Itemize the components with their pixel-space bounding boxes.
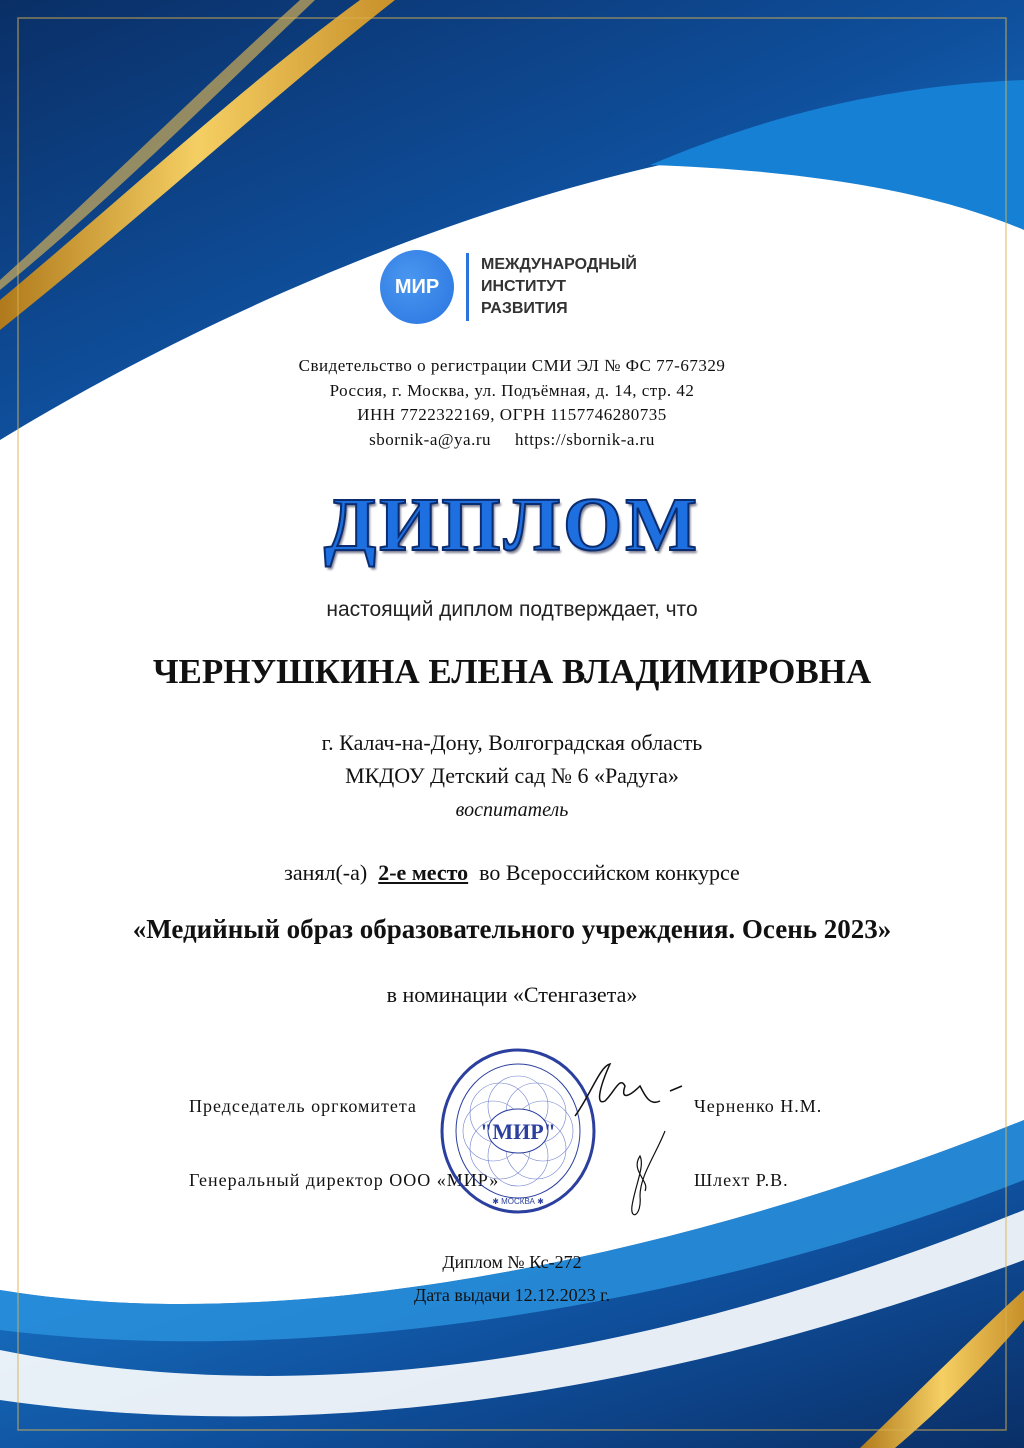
email-link[interactable]: sbornik-a@ya.ru [369, 429, 491, 449]
publisher-info [0, 354, 1024, 452]
signature-role-2: Генеральный директор ООО «МИР» [189, 1170, 500, 1190]
position-text: воспитатель [455, 799, 569, 821]
logo-divider [466, 253, 469, 321]
award-line [0, 860, 1024, 886]
signatures-handwritten [570, 1056, 700, 1226]
logo-line-3: РАЗВИТИЯ [481, 300, 568, 317]
award-place: 2-е место [378, 860, 469, 885]
logo-text [481, 254, 637, 320]
diploma-number: Диплом № Кс-272 [442, 1252, 582, 1272]
contest-name: «Медийный образ образовательного учреждения. Осень 2023» [132, 914, 892, 944]
registration-text: Свидетельство о регистрации СМИ ЭЛ № ФС 77-67329 [298, 356, 726, 375]
logo-line-1: МЕЖДУНАРОДНЫЙ [481, 256, 637, 273]
signature-name-1: Черненко Н.М. [694, 1096, 823, 1116]
organization-text: МКДОУ Детский сад № 6 «Радуга» [345, 763, 679, 788]
signature-1 [575, 1064, 682, 1116]
logo-mark: МИР [380, 250, 454, 324]
signature-2 [632, 1131, 665, 1215]
recipient-details [0, 726, 1024, 827]
seal-city-text: ✱ МОСКВА ✱ [492, 1197, 544, 1206]
issue-date: Дата выдачи 12.12.2023 г. [414, 1285, 610, 1305]
logo-line-2: ИНСТИТУТ [481, 278, 566, 295]
award-suffix: во Всероссийском конкурсе [479, 860, 740, 885]
confirms-text: настоящий диплом подтверждает, что [326, 598, 698, 621]
website-link[interactable]: https://sbornik-a.ru [514, 429, 655, 449]
nomination-text: в номинации «Стенгазета» [386, 982, 638, 1007]
seal-center-text: "МИР" [480, 1119, 556, 1144]
award-prefix: занял(-а) [284, 860, 368, 885]
city-text: г. Калач-на-Дону, Волгоградская область [321, 730, 703, 755]
institute-logo [380, 250, 637, 324]
address-text: Россия, г. Москва, ул. Подъёмная, д. 14, стр. 42 [329, 380, 695, 400]
signature-name-2: Шлехт Р.В. [694, 1170, 789, 1190]
recipient-name: ЧЕРНУШКИНА ЕЛЕНА ВЛАДИМИРОВНА [152, 652, 872, 691]
ids-text: ИНН 7722322169, ОГРН 1157746280735 [357, 405, 667, 424]
signature-role-1: Председатель оргкомитета [189, 1096, 417, 1116]
diploma-footer [0, 1246, 1024, 1312]
diploma-title: ДИПЛОМ [324, 483, 700, 567]
